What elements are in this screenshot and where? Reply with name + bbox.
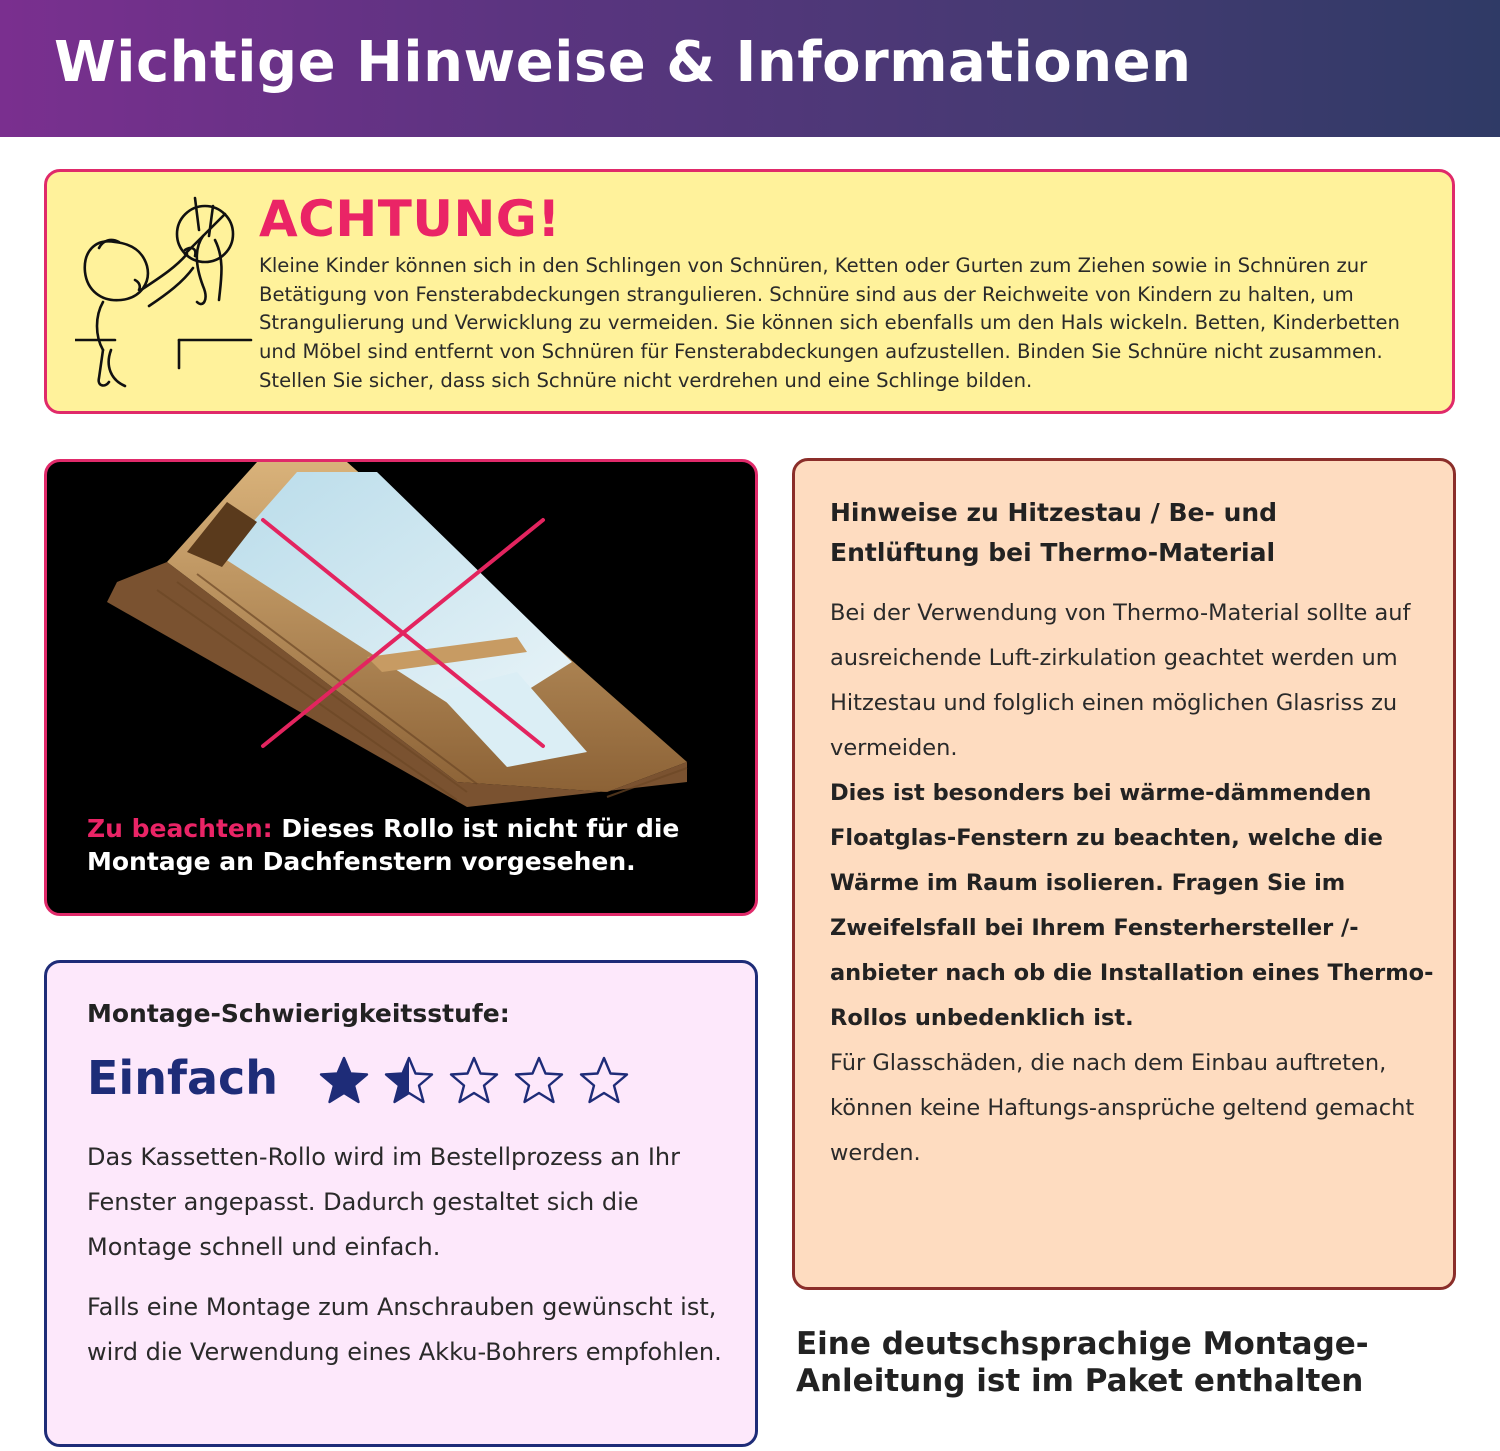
caption-text: Dieses Rollo ist nicht für die Montage an Dachfenstern vorgesehen.	[87, 814, 680, 876]
difficulty-card	[44, 960, 758, 1447]
warning-title: ACHTUNG!	[259, 190, 561, 248]
heat-text-bold: Dies ist besonders bei wärme-dämmenden Floatglas-Fenstern zu beachten, welche die Wärme im Raum isolieren. Fragen Sie im Zweifelsfall bei Ihrem Fensterhersteller /-anbieter nach ob die Installation eines Thermo-Rollos unbedenklich ist.	[830, 780, 1434, 1031]
page-header	[0, 0, 1500, 137]
child-cord-warning-icon	[75, 190, 255, 390]
heat-notice-card	[792, 458, 1456, 1290]
heat-text-3: Für Glasschäden, die nach dem Einbau auftreten, können keine Haftungs-ansprüche geltend gemacht werden.	[830, 1050, 1415, 1166]
difficulty-paragraph-1: Das Kassetten-Rollo wird im Bestellprozess an Ihr Fenster angepasst. Dadurch gestaltet sich die Montage schnell und einfach.	[87, 1143, 680, 1261]
manual-note: Eine deutschsprachige Montage-Anleitung ist im Paket enthalten	[796, 1326, 1369, 1399]
roof-window-caption	[87, 812, 727, 878]
warning-text: Kleine Kinder können sich in den Schlingen von Schnüren, Ketten oder Gurten zum Ziehen sowie in Schnüren zur Betätigung von Fensterabdeckungen strangulieren. Schnüre sind aus der Reichweite von Kindern zu halten, um Strangulierung und Verwicklung zu vermeiden. Sie können sich ebenfalls um den Hals wickeln. Betten, Kinderbetten und Möbel sind entfernt von Schnüren für Fensterabdeckungen aufzustellen. Binden Sie Schnüre nicht zusammen. Stellen Sie sicher, dass sich Schnüre nicht verdrehen und eine Schlinge bilden.	[259, 254, 1400, 392]
star-filled-icon	[319, 1055, 369, 1105]
warning-box	[44, 169, 1455, 414]
page-title: Wichtige Hinweise & Informationen	[54, 30, 1192, 95]
star-rating	[319, 1055, 639, 1111]
star-empty-icon	[579, 1055, 629, 1105]
star-empty-icon	[449, 1055, 499, 1105]
heat-text-1: Bei der Verwendung von Thermo-Material sollte auf ausreichende Luft-zirkulation geachtet werden um Hitzestau und folglich einen möglichen Glasriss zu vermeiden.	[830, 600, 1411, 761]
caption-accent: Zu beachten:	[87, 814, 273, 843]
difficulty-paragraph-2: Falls eine Montage zum Anschrauben gewünscht ist, wird die Verwendung eines Akku-Bohrers empfohlen.	[87, 1293, 722, 1366]
star-half-icon	[384, 1055, 434, 1105]
heat-body	[830, 591, 1438, 1176]
heat-heading: Hinweise zu Hitzestau / Be- und Entlüftung bei Thermo-Material	[830, 498, 1278, 567]
difficulty-level: Einfach	[87, 1051, 279, 1105]
star-empty-icon	[514, 1055, 564, 1105]
roof-window-card	[44, 459, 758, 916]
difficulty-label: Montage-Schwierigkeitsstufe:	[87, 999, 510, 1028]
